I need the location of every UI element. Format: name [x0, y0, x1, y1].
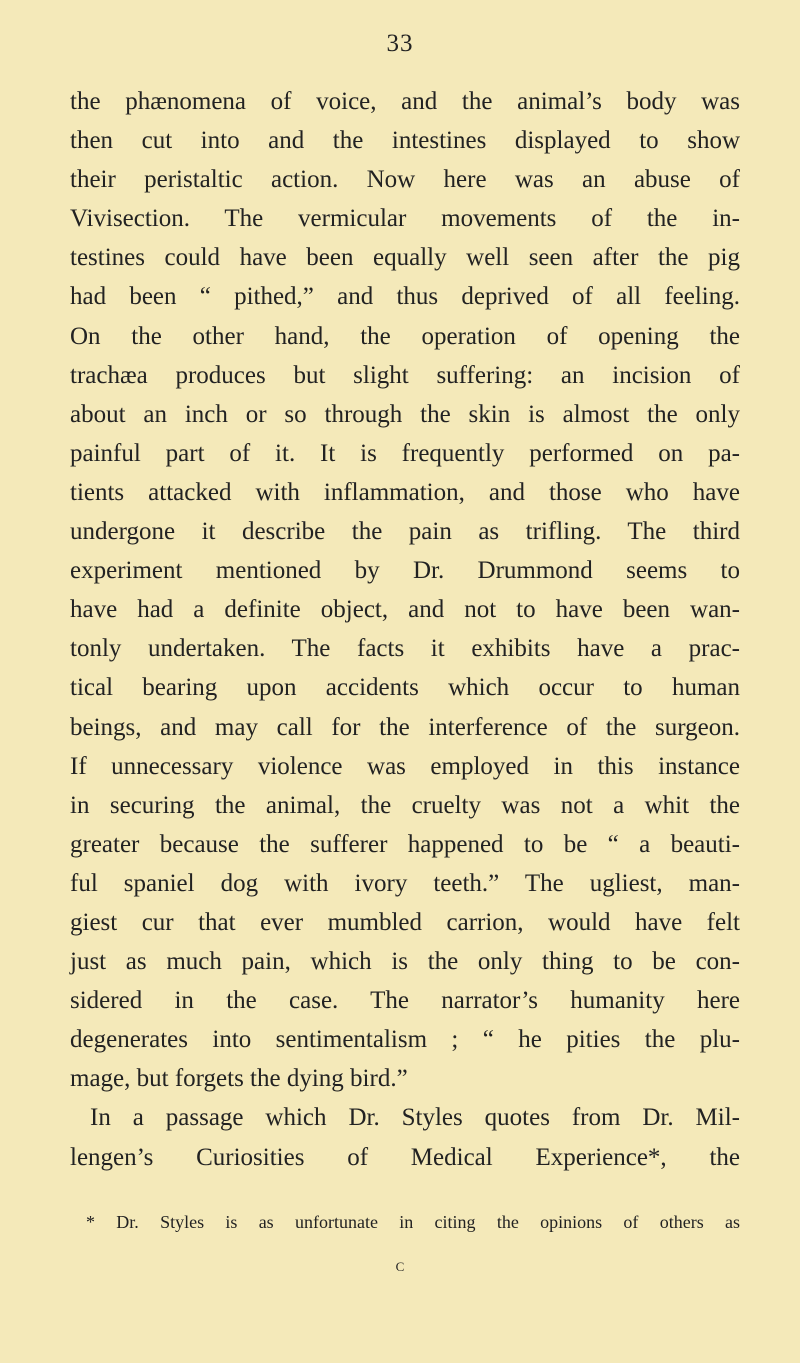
- text-line-1: the phænomena of voice, and the animal’s body was: [70, 88, 740, 115]
- text-line-3: their peristaltic action. Now here was an abuse of: [70, 166, 740, 194]
- text-line-18: If unnecessary violence was employed in this instance: [70, 752, 740, 780]
- text-line-20: greater because the sufferer happened to be “ a beauti-: [70, 830, 740, 858]
- footnote: * Dr. Styles is as unfortunate in citing the opinions of others as: [86, 1212, 740, 1232]
- text-line-22: giest cur that ever mumbled carrion, would have felt: [70, 908, 740, 936]
- text-line-24: sidered in the case. The narrator’s humanity here: [70, 987, 740, 1015]
- text-line-15: tonly undertaken. The facts it exhibits have a prac-: [70, 635, 740, 663]
- body-text: [70, 82, 740, 1177]
- text-line-4: Vivisection. The vermicular movements of the in-: [70, 205, 740, 233]
- text-line-11: tients attacked with inflammation, and those who have: [70, 478, 740, 506]
- text-line-28: lengen’s Curiosities of Medical Experience*, the: [70, 1143, 740, 1171]
- text-line-25: degenerates into sentimentalism ; “ he pities the plu-: [70, 1026, 740, 1054]
- text-line-16: tical bearing upon accidents which occur to human: [70, 674, 740, 702]
- text-line-8: trachæa produces but slight suffering: an incision of: [70, 361, 740, 389]
- text-line-12: undergone it describe the pain as trifling. The third: [70, 518, 740, 546]
- text-line-17: beings, and may call for the interference of the surgeon.: [70, 713, 740, 741]
- text-line-9: about an inch or so through the skin is almost the only: [70, 400, 740, 428]
- text-line-6: had been “ pithed,” and thus deprived of all feeling.: [70, 283, 740, 311]
- text-line-7: On the other hand, the operation of opening the: [70, 322, 740, 350]
- signature-mark: c: [395, 1255, 405, 1275]
- text-line-21: ful spaniel dog with ivory teeth.” The ugliest, man-: [70, 869, 740, 897]
- text-line-26: mage, but forgets the dying bird.”: [70, 1065, 408, 1093]
- text-line-23: just as much pain, which is the only thing to be con-: [70, 948, 740, 976]
- page-number: 33: [386, 30, 414, 57]
- text-line-10: painful part of it. It is frequently performed on pa-: [70, 439, 740, 467]
- text-line-19: in securing the animal, the cruelty was not a whit the: [70, 791, 740, 819]
- text-line-14: have had a definite object, and not to have been wan-: [70, 596, 740, 624]
- text-line-5: testines could have been equally well seen after the pig: [70, 244, 740, 272]
- text-line-2: then cut into and the intestines displayed to show: [70, 127, 740, 155]
- text-line-13: experiment mentioned by Dr. Drummond seems to: [70, 557, 740, 585]
- text-line-27: In a passage which Dr. Styles quotes from Dr. Mil-: [90, 1104, 740, 1132]
